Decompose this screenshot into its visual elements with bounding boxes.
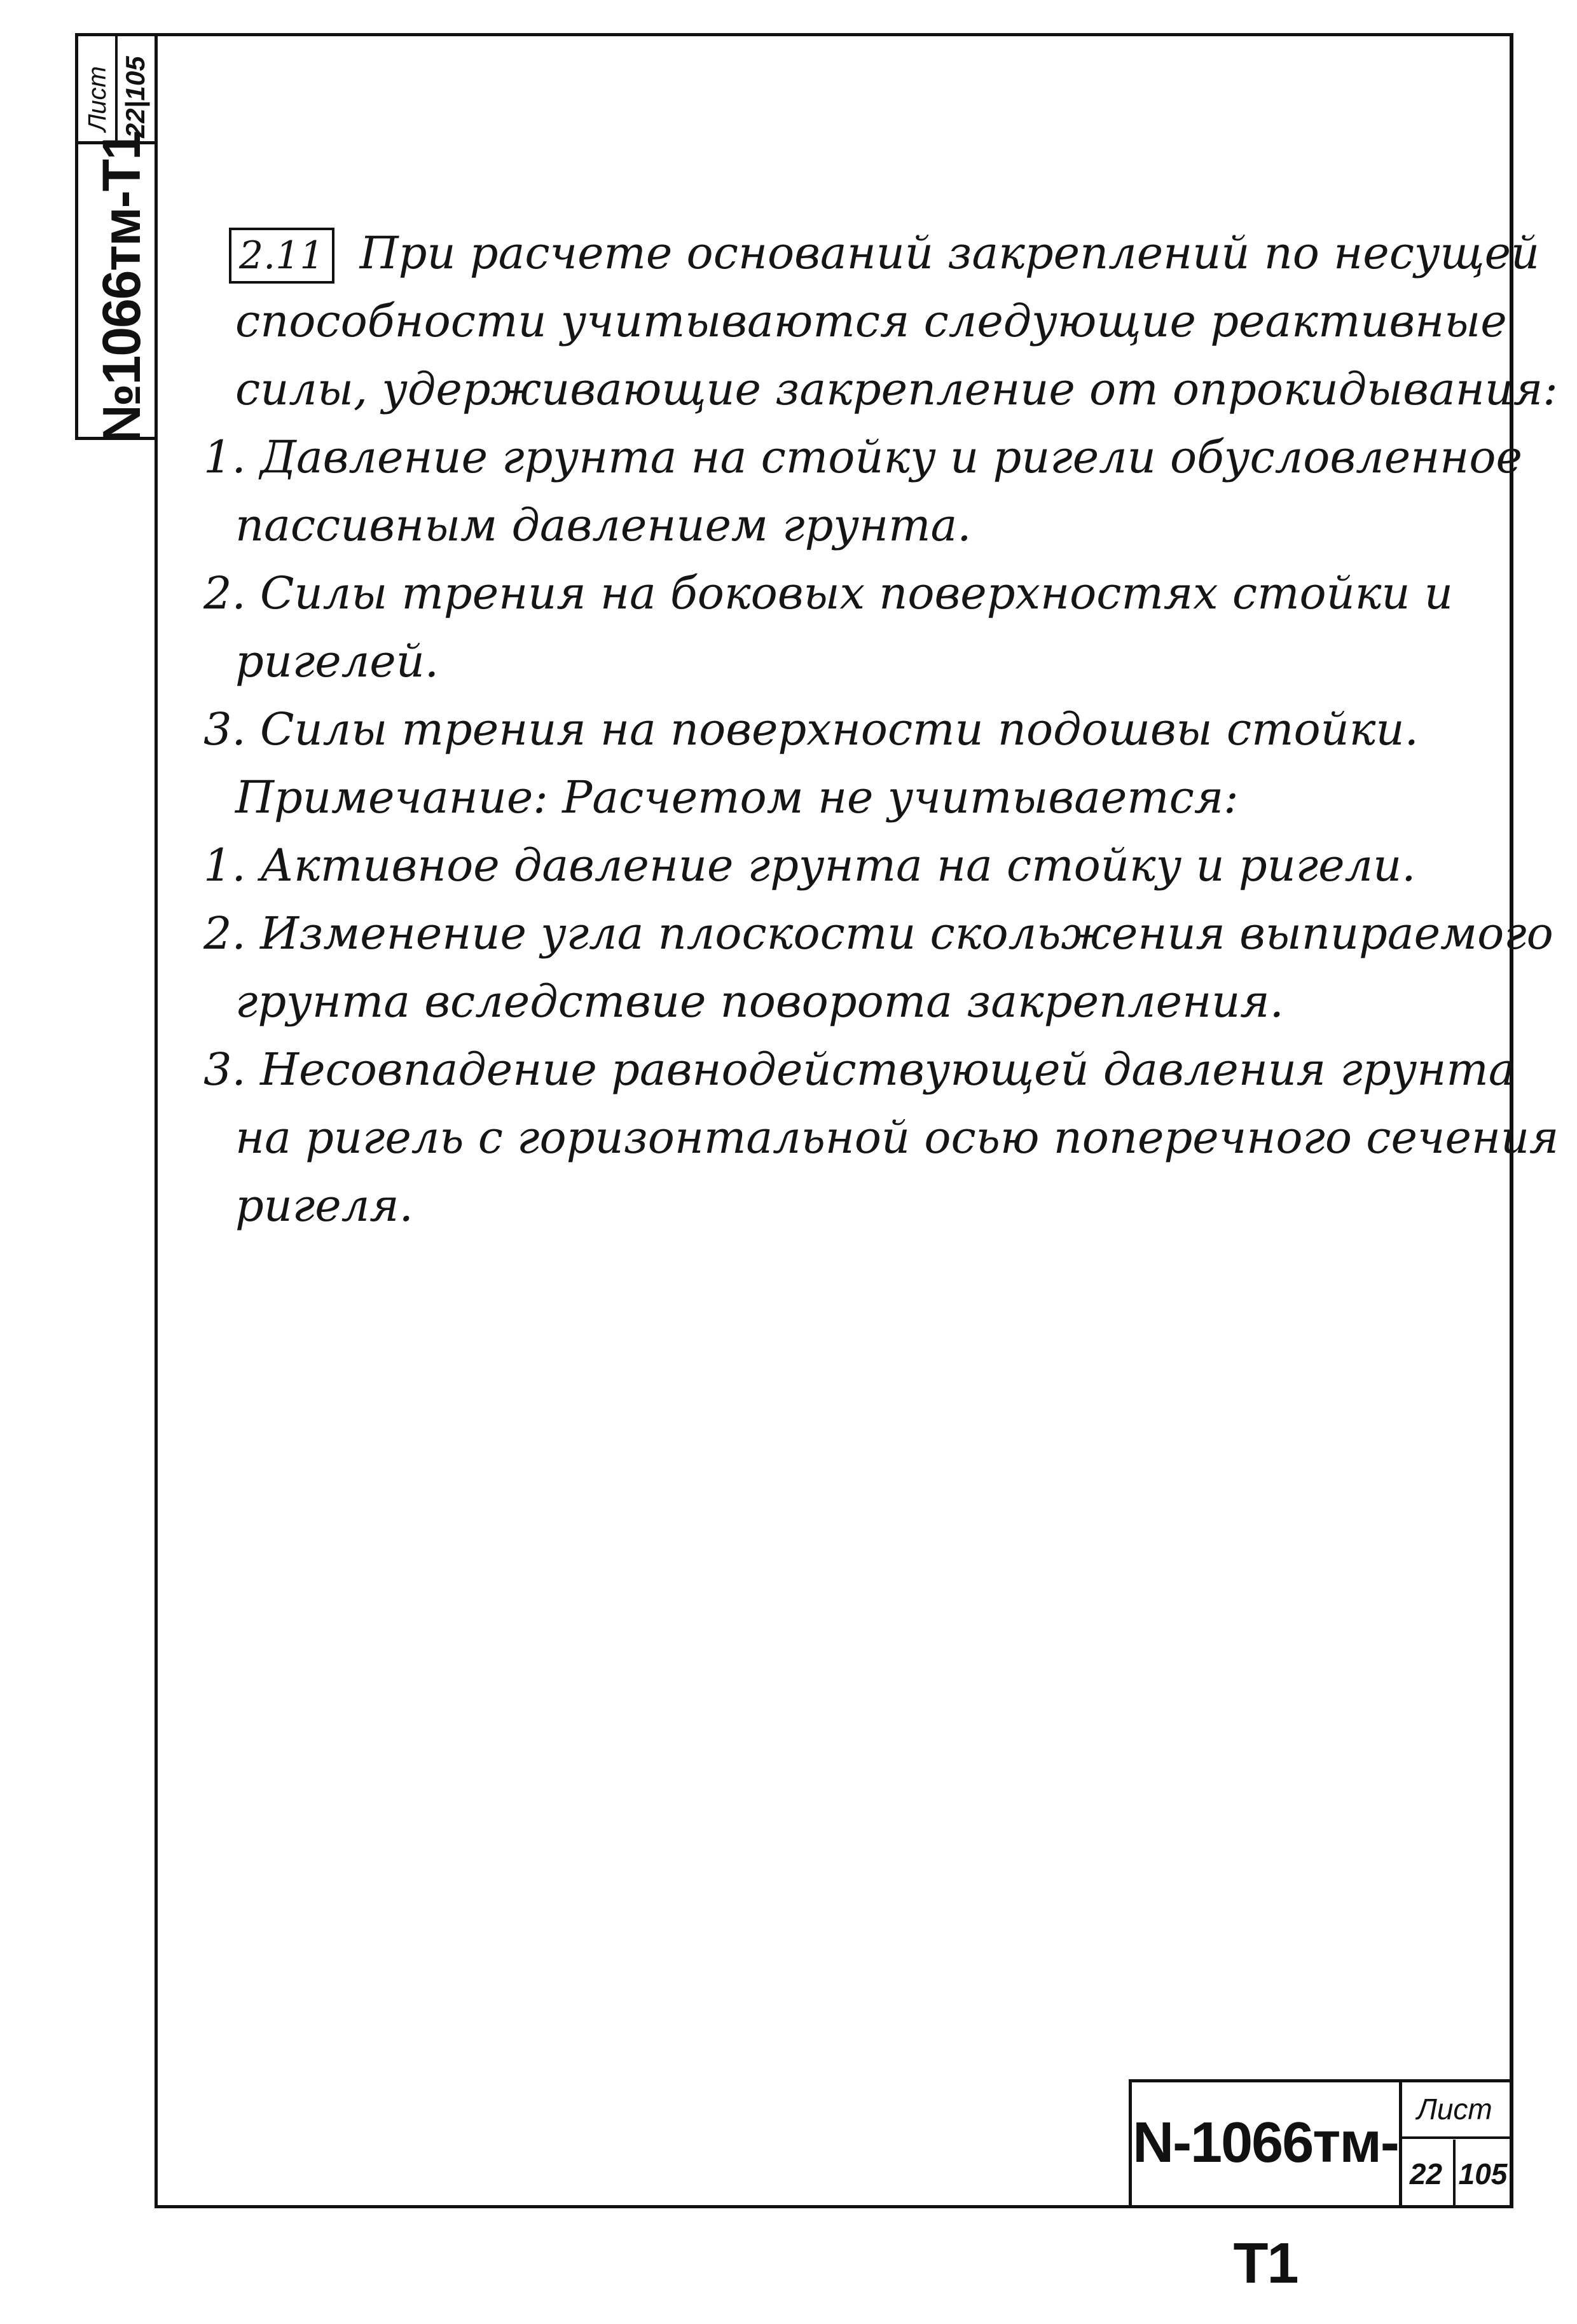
title-block-total-sheets: 105 (1458, 2157, 1508, 2190)
side-stamp (75, 33, 155, 443)
text-line-3: силы, удерживающие закрепление от опрокидывания: (235, 363, 1558, 415)
text-line-8: 3. Силы трения на поверхности подошвы стойки. (203, 703, 1419, 755)
text-line-5: пассивным давлением грунта. (235, 499, 972, 551)
side-total-sheets: 105 (120, 56, 150, 101)
side-sheet-cell (78, 36, 155, 144)
clause-number: 2.11 (229, 228, 334, 284)
text-line-14: на ригель с горизонтальной осью поперечного сечения (235, 1111, 1559, 1164)
text-line-15: ригеля. (235, 1179, 413, 1232)
title-block-sheet-number: 22 (1399, 2140, 1456, 2208)
title-block-document-number: N-1066тм-Т1 (1129, 2079, 1402, 2208)
text-line-12: грунта вследствие поворота закрепления. (235, 975, 1284, 1028)
text-line-1-text: При расчете оснований закреплений по несущей (359, 227, 1540, 279)
text-line-4: 1. Давление грунта на стойку и ригели обусловленное (203, 431, 1522, 483)
text-line-1 (203, 219, 1540, 287)
side-sheet-divider (115, 36, 118, 141)
text-line-6: 2. Силы трения на боковых поверхностях стойки и (203, 567, 1453, 619)
title-block (1129, 2079, 1513, 2295)
side-sheet-numbers: 22|105 (120, 56, 150, 138)
title-block-sheet-cell (1399, 2079, 1513, 2208)
title-block-sheet-label: Лист (1399, 2082, 1510, 2139)
document-body (203, 219, 1559, 1240)
text-line-9: Примечание: Расчетом не учитывается: (235, 771, 1239, 823)
side-sheet-number: 22 (120, 108, 150, 138)
text-line-10: 1. Активное давление грунта на стойку и ригели. (203, 839, 1416, 891)
text-line-2: способности учитываются следующие реактивные (235, 295, 1507, 347)
text-line-7: ригелей. (235, 635, 439, 687)
text-line-13: 3. Несовпадение равнодействующей давления грунта (203, 1043, 1515, 1096)
text-line-11: 2. Изменение угла плоскости скольжения выпираемого (203, 907, 1553, 959)
side-document-number: №1066тм-Т1 (92, 132, 151, 443)
side-sheet-label: Лист (83, 66, 111, 132)
